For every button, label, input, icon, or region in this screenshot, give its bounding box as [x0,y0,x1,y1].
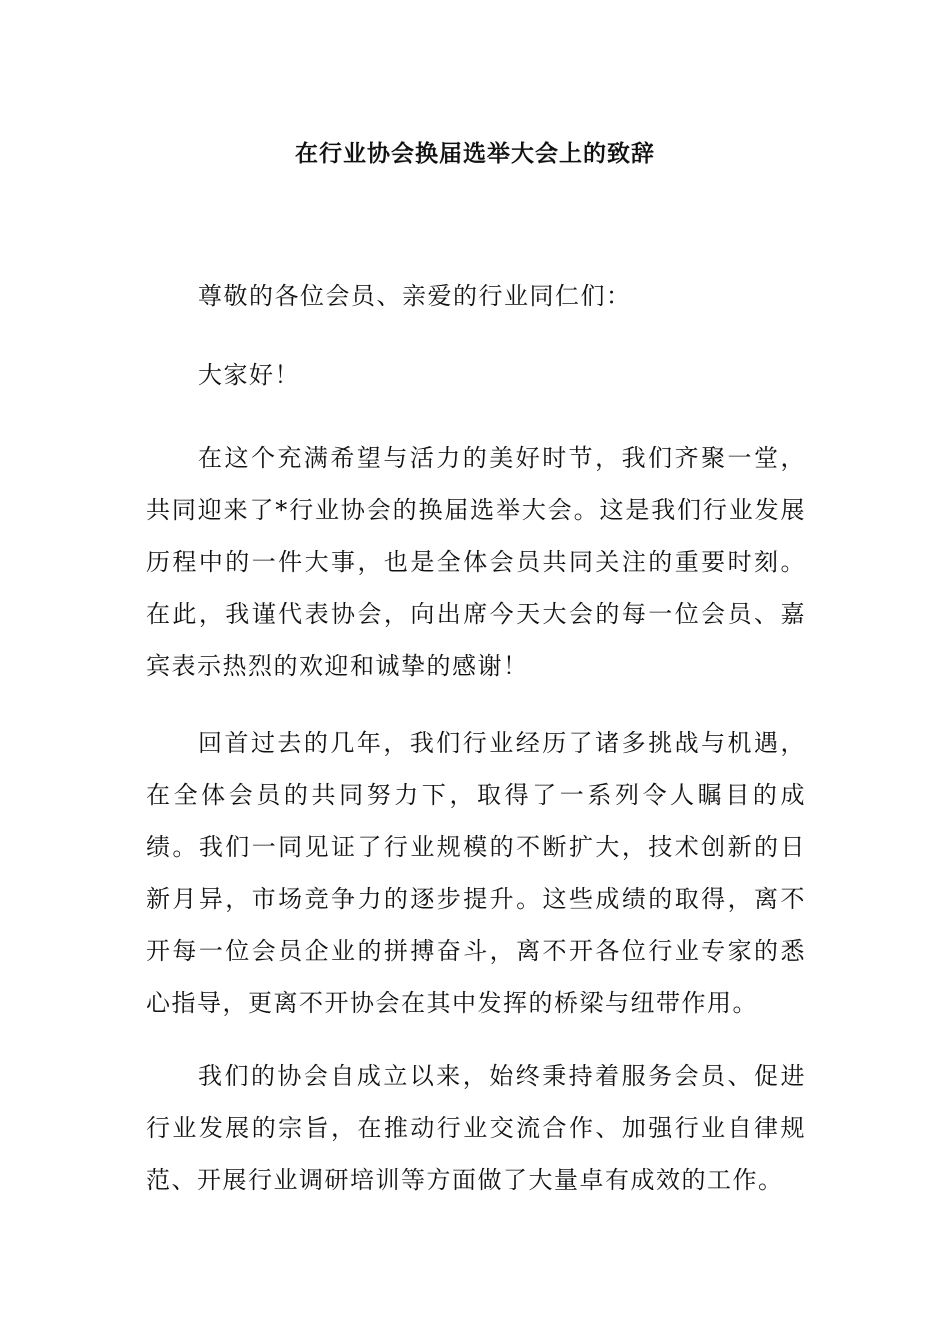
salutation: 尊敬的各位会员、亲爱的行业同仁们： [198,282,632,310]
body-paragraph: 我们的协会自成立以来，始终秉持着服务会员、促进行业发展的宗旨，在推动行业交流合作、加强行业自律规范、开展行业调研培训等方面做了大量卓有成效的工作。 [146,1062,806,1194]
body-paragraph: 回首过去的几年，我们行业经历了诸多挑战与机遇，在全体会员的共同努力下，取得了一系列令人瞩目的成绩。我们一同见证了行业规模的不断扩大，技术创新的日新月异，市场竞争力的逐步提升。这些成绩的取得，离不开每一位会员企业的拼搏奋斗，离不开各位行业专家的悉心指导，更离不开协会在其中发挥的桥梁与纽带作用。 [146,729,806,1017]
document-title: 在行业协会换届选举大会上的致辞 [295,140,655,167]
body-paragraph: 在这个充满希望与活力的美好时节，我们齐聚一堂，共同迎来了*行业协会的换届选举大会。这是我们行业发展历程中的一件大事，也是全体会员共同关注的重要时刻。在此，我谨代表协会，向出席今天大会的每一位会员、嘉宾表示热烈的欢迎和诚挚的感谢！ [146,444,806,680]
greeting: 大家好！ [198,361,300,389]
